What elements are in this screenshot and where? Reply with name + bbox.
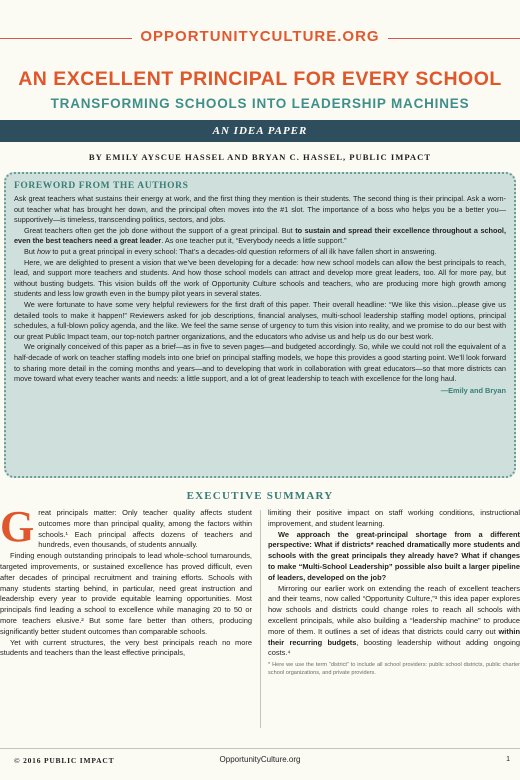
drop-cap: G <box>0 502 35 551</box>
page-number: 1 <box>506 756 510 763</box>
brand-text: OPPORTUNITYCULTURE.ORG <box>132 28 387 45</box>
summary-paragraph <box>268 530 520 584</box>
summary-column-right <box>268 508 520 677</box>
summary-text: Mirroring our earlier work on extending the reach of excellent teachers and their teams, now called “Opportunity Culture,”³ this idea paper explores how schools and districts could change roles to reach all schools with excellent principals, while also building a “leadership machine” to produce more of them. It outlines a set of ideas that districts could carry out <box>268 583 520 636</box>
foreword-paragraph: We were fortunate to have some very helpful reviewers for the first draft of this paper. Their overall headline: “We like this vision...please give us detailed tools to make it happen!” Reviewers asked for job descriptions, financial analyses, multi-school leadership staffing model options, principal schedules, a full-blown policy agenda, and the like. We feel the same sense of urgency to turn this vision into reality, and we promise to do our best with our great Public Impact team, our top-notch partner organizations, and the educators who advise us and help us do our best work. <box>14 299 506 341</box>
foreword-text: Great teachers often get the job done without the support of a great principal. But <box>24 225 296 235</box>
summary-paragraph: Yet with current structures, the very best principals reach no more students and teachers than the least effective principals, <box>0 637 252 658</box>
summary-emphasis: within their recurring budgets <box>268 626 520 647</box>
summary-paragraph: Finding enough outstanding principals to lead whole-school turnarounds, targeted improvements, or sustained excellence has proved difficult, even after decades of principal recruitment and training efforts. Schools with many students starting behind, in particular, need great instruction and leadership every year to provide equitable learning opportunities. Most principals find leading a school to excellence while managing 20 to 50 or more teachers elusive.² But some fare better than others, producing significantly better student outcomes than comparable schools. <box>0 551 252 636</box>
summary-text: , boosting leadership without adding ongoing costs.⁴ <box>268 637 520 658</box>
foreword-emphasis: to sustain and spread their excellence throughout a school, even the best teachers need a great leader <box>14 225 506 246</box>
summary-paragraph <box>268 584 520 660</box>
foreword-signature: —Emily and Bryan <box>440 385 506 395</box>
foreword-paragraph: Here, we are delighted to present a vision that we’ve been developing for a decade: how new school models can allow the best principals to reach, lead, and support more teachers and students. And how those school models can attract and develop more great leaders, too. All for more pay, but without busting budgets. This vision builds off the work of Opportunity Culture schools and teachers, who are producing more high growth among students and less low growth even in the bumpy pilot years in several states. <box>14 257 506 299</box>
summary-text: reat principals matter: Only teacher quality affects student outcomes more than principal quality, among the factors within schools.¹ Each principal affects dozens of teachers and hundreds, even thousands, of students annually. <box>38 508 252 550</box>
summary-emphasis: We approach the great-principal shortage from a different perspective: What if districts* reached dramatically more students and schools with the great principals they already have? What if changes to make “Multi-School Leadership” possible also built a larger pipeline of leaders, developed on the job? <box>268 529 520 582</box>
foreword-paragraph: We originally conceived of this paper as a brief—as in five to seven pages—and budgeted accordingly. So, while we could not roll the equivalent of a half-decade of work on teacher staffing models into one brief on principal staffing models, we hope this provides a good starting point. We’ll look forward to sharing more detail in the coming months and years—and to developing that work in collaboration with great educators—so that more districts can move toward what every teacher wants and needs: a little support, and a lot of great leadership to teach with excellence for the long haul. <box>14 342 506 384</box>
foreword-paragraph <box>14 226 506 247</box>
foreword-text: But <box>24 246 37 256</box>
summary-column-left <box>0 502 252 659</box>
brand-header <box>0 28 520 45</box>
footnote: * Here we use the term “district” to include all school providers: public school districts, public charter school organizations, and private providers. <box>268 662 520 676</box>
column-divider <box>260 510 261 728</box>
footer-rule <box>0 748 520 749</box>
foreword-heading: FOREWORD FROM THE AUTHORS <box>14 181 189 191</box>
foreword-box <box>4 172 516 478</box>
foreword-paragraph: Ask great teachers what sustains their energy at work, and the first thing they mention is their students. The second thing is their principal. Ask a worn-out teacher what has brought her down, and the principal often moves into the #1 slot. The importance of a boss who helps you be a better you—supportively—is timeless, transcending politics, sectors, and jobs. <box>14 194 506 225</box>
executive-summary-heading: EXECUTIVE SUMMARY <box>186 490 334 502</box>
summary-paragraph <box>0 502 252 551</box>
idea-paper-band: AN IDEA PAPER <box>0 120 520 142</box>
paper-subtitle: TRANSFORMING SCHOOLS INTO LEADERSHIP MACHINES <box>50 96 470 111</box>
footer-copyright: © 2016 PUBLIC IMPACT <box>14 756 115 765</box>
paper-title: AN EXCELLENT PRINCIPAL FOR EVERY SCHOOL <box>18 68 502 90</box>
byline: BY EMILY AYSCUE HASSEL AND BRYAN C. HASSEL, PUBLIC IMPACT <box>88 152 432 162</box>
summary-paragraph: limiting their positive impact on staff working conditions, instructional improvement, and student learning. <box>268 508 520 528</box>
foreword-text: . As one teacher put it, “Everybody needs a little support.” <box>161 236 347 246</box>
foreword-italic: how <box>36 246 51 256</box>
foreword-paragraph <box>14 247 506 258</box>
foreword-text: to put a great principal in every school: That’s a decades-old question reformers of all ilk have fallen short in answering. <box>50 246 437 256</box>
footer-site-link[interactable]: OpportunityCulture.org <box>219 755 301 764</box>
